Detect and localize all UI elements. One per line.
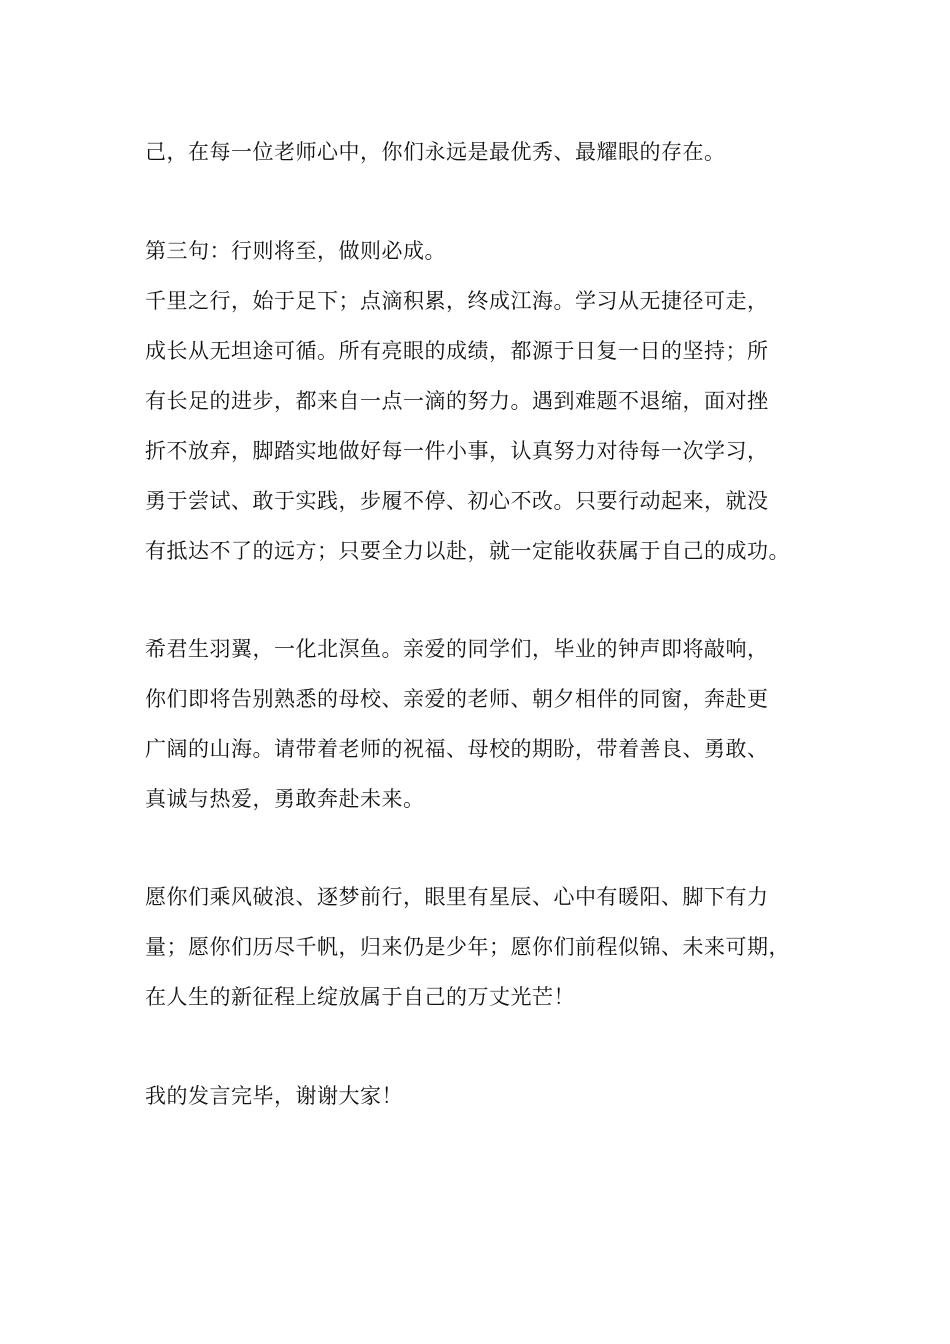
paragraph-2-line-1: 千里之行，始于足下；点滴积累，终成江海。学习从无捷径可走， [145, 289, 769, 313]
paragraph-2-line-4: 折不放弃，脚踏实地做好每一件小事，认真努力对待每一次学习， [145, 439, 769, 463]
paragraph-2-line-2: 成长从无坦途可循。所有亮眼的成绩，都源于日复一日的坚持；所 [145, 339, 769, 363]
paragraph-4-line-1: 愿你们乘风破浪、逐梦前行，眼里有星辰、心中有暖阳、脚下有力 [145, 885, 769, 909]
paragraph-4-line-2: 量；愿你们历尽千帆，归来仍是少年；愿你们前程似锦、未来可期， [145, 935, 790, 959]
paragraph-2-line-5: 勇于尝试、敢于实践，步履不停、初心不改。只要行动起来，就没 [145, 489, 769, 513]
paragraph-3-line-2: 你们即将告别熟悉的母校、亲爱的老师、朝夕相伴的同窗，奔赴更 [145, 687, 769, 711]
paragraph-3-line-1: 希君生羽翼，一化北溟鱼。亲爱的同学们，毕业的钟声即将敲响， [145, 637, 769, 661]
paragraph-4-line-3: 在人生的新征程上绽放属于自己的万丈光芒！ [145, 985, 575, 1009]
paragraph-3-line-3: 广阔的山海。请带着老师的祝福、母校的期盼，带着善良、勇敢、 [145, 737, 769, 761]
section-heading: 第三句：行则将至，做则必成。 [145, 239, 446, 263]
paragraph-1-line-1: 己，在每一位老师心中，你们永远是最优秀、最耀眼的存在。 [145, 140, 726, 164]
paragraph-2-line-6: 有抵达不了的远方；只要全力以赴，就一定能收获属于自己的成功。 [145, 539, 790, 563]
paragraph-3-line-4: 真诚与热爱，勇敢奔赴未来。 [145, 787, 425, 811]
closing-line: 我的发言完毕，谢谢大家！ [145, 1084, 403, 1108]
paragraph-2-line-3: 有长足的进步，都来自一点一滴的努力。遇到难题不退缩，面对挫 [145, 389, 769, 413]
